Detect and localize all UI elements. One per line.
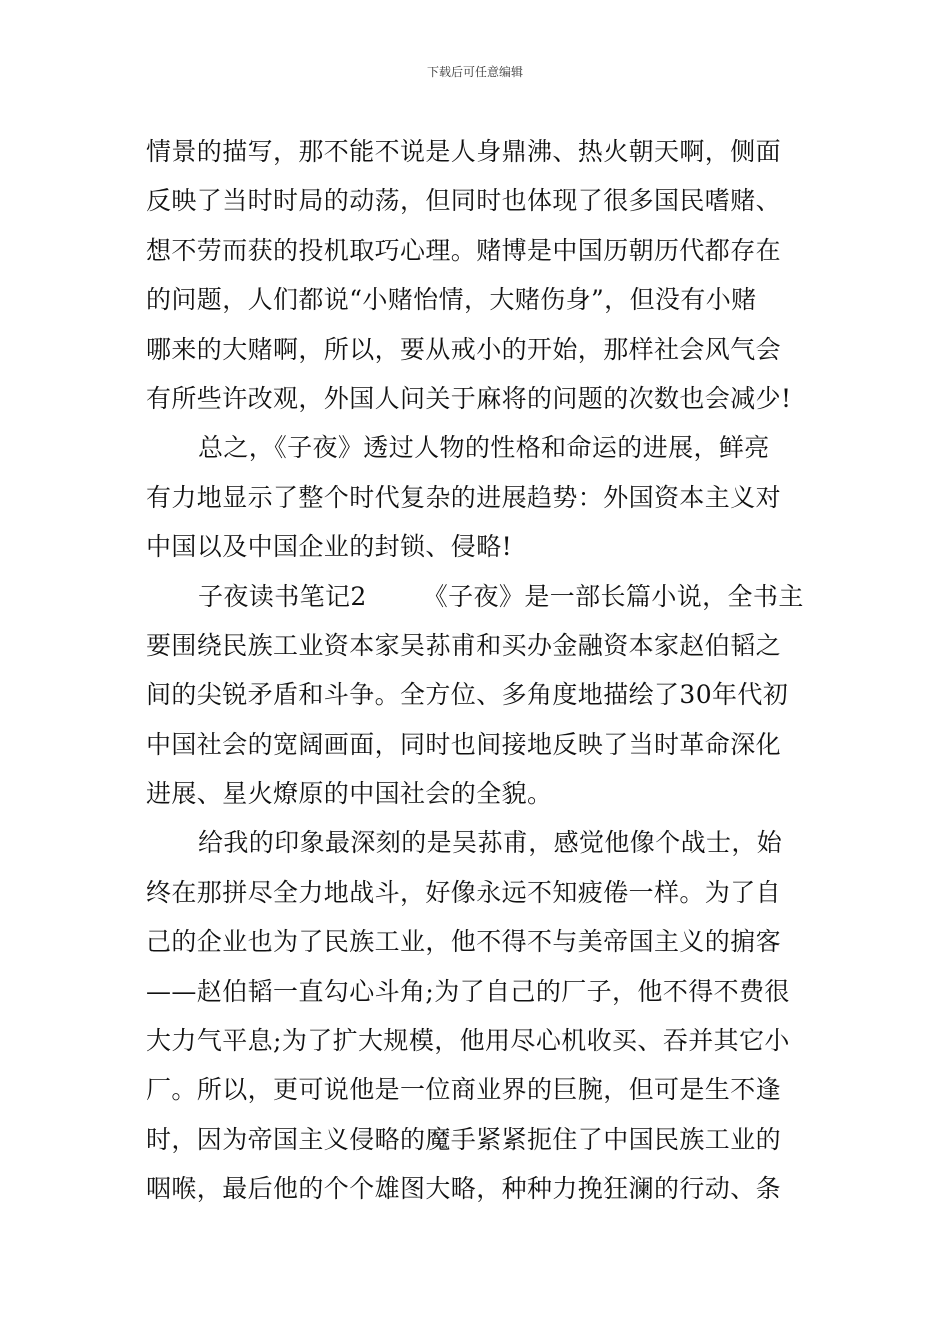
text-line: 想不劳而获的投机取巧心理。赌博是中国历朝历代都存在	[146, 235, 782, 265]
text-line: 反映了当时时局的动荡，但同时也体现了很多国民嗜赌、	[146, 186, 782, 216]
text-line: ——赵伯韬一直勾心斗角;为了自己的厂子，他不得不费很	[146, 976, 790, 1006]
section-first-sentence: 《子夜》是一部长篇小说，全书主	[422, 581, 804, 611]
text-line: 要围绕民族工业资本家吴荪甫和买办金融资本家赵伯韬之	[146, 630, 782, 660]
text-line: 己的企业也为了民族工业，他不得不与美帝国主义的掮客	[146, 927, 782, 957]
document-body	[146, 127, 808, 1214]
text-line: 进展、星火燎原的中国社会的全貌。	[146, 779, 553, 809]
text-line: 厂。所以，更可说他是一位商业界的巨腕，但可是生不逢	[146, 1075, 782, 1105]
text-line: 给我的印象最深刻的是吴荪甫，感觉他像个战士，始	[198, 828, 783, 858]
section-heading: 子夜读书笔记2	[198, 581, 367, 611]
text-line: 中国社会的宽阔画面，同时也间接地反映了当时革命深化	[146, 729, 782, 759]
text-line: 中国以及中国企业的封锁、侵略!	[146, 532, 513, 562]
text-line: 终在那拼尽全力地战斗，好像永远不知疲倦一样。为了自	[146, 877, 782, 907]
text-line: 有所些许改观，外国人问关于麻将的问题的次数也会减少!	[146, 383, 792, 413]
page-header-note: 下载后可任意编辑	[426, 65, 523, 79]
text-line: 间的尖锐矛盾和斗争。全方位、多角度地描绘了30年代初	[146, 680, 789, 710]
text-line: 哪来的大赌啊，所以，要从戒小的开始，那样社会风气会	[146, 334, 782, 364]
text-line: 大力气平息;为了扩大规模，他用尽心机收买、吞并其它小	[146, 1026, 790, 1056]
text-line: 情景的描写，那不能不说是人身鼎沸、热火朝天啊，侧面	[146, 137, 782, 166]
text-line: 时，因为帝国主义侵略的魔手紧紧扼住了中国民族工业的	[146, 1124, 782, 1154]
text-line: 的问题，人们都说“小赌怡情，大赌伤身”，但没有小赌	[146, 285, 757, 315]
text-line: 咽喉，最后他的个个雄图大略，种种力挽狂澜的行动、条	[146, 1174, 782, 1204]
text-line: 总之，《子夜》透过人物的性格和命运的进展，鲜亮	[198, 433, 770, 463]
text-line: 有力地显示了整个时代复杂的进展趋势：外国资本主义对	[146, 482, 782, 512]
text-line-section-heading	[146, 572, 808, 621]
